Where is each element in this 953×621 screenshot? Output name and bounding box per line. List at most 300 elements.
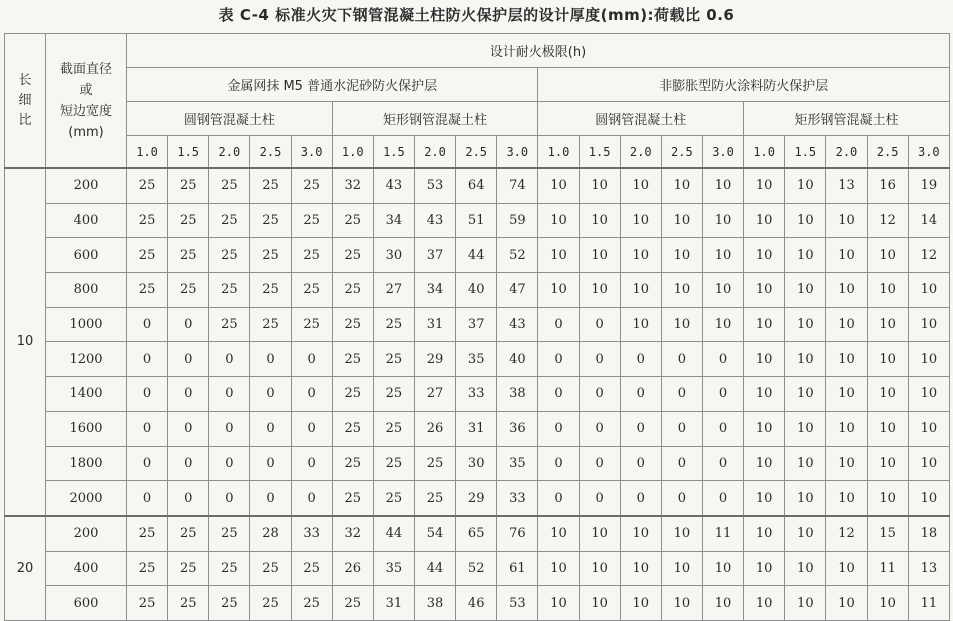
- thickness-cell: 10: [661, 516, 702, 551]
- thickness-cell: 10: [785, 168, 826, 203]
- thickness-cell: 10: [620, 168, 661, 203]
- duration-header-cell: 1.5: [579, 136, 620, 169]
- thickness-cell: 46: [456, 586, 497, 621]
- size-cell: 1400: [46, 377, 127, 412]
- thickness-cell: 10: [744, 342, 785, 377]
- thickness-cell: 10: [908, 307, 949, 342]
- thickness-cell: 10: [826, 481, 867, 516]
- thickness-cell: 10: [744, 411, 785, 446]
- thickness-cell: 25: [250, 307, 291, 342]
- thickness-cell: 10: [661, 307, 702, 342]
- thickness-cell: 25: [291, 168, 332, 203]
- thickness-cell: 10: [826, 411, 867, 446]
- size-header-line: 短边宽度: [59, 103, 112, 119]
- slenderness-cell: 20: [5, 516, 46, 621]
- thickness-cell: 10: [702, 273, 743, 308]
- thickness-cell: 25: [209, 203, 250, 238]
- duration-header-cell: 2.5: [661, 136, 702, 169]
- thickness-cell: 25: [291, 238, 332, 273]
- table-row: [5, 307, 950, 342]
- thickness-cell: 25: [332, 273, 373, 308]
- size-cell: 200: [46, 168, 127, 203]
- thickness-cell: 10: [785, 481, 826, 516]
- duration-header-cell: 3.0: [908, 136, 949, 169]
- thickness-cell: 10: [702, 203, 743, 238]
- thickness-cell: 10: [826, 203, 867, 238]
- thickness-cell: 0: [168, 411, 209, 446]
- thickness-cell: 74: [497, 168, 538, 203]
- thickness-cell: 10: [785, 377, 826, 412]
- thickness-cell: 26: [414, 411, 455, 446]
- thickness-cell: 10: [826, 551, 867, 586]
- duration-header-cell: 1.0: [538, 136, 579, 169]
- thickness-cell: 0: [291, 411, 332, 446]
- thickness-cell: 0: [291, 446, 332, 481]
- thickness-cell: 0: [250, 481, 291, 516]
- duration-header-cell: 1.0: [744, 136, 785, 169]
- thickness-cell: 10: [867, 307, 908, 342]
- thickness-cell: 25: [332, 203, 373, 238]
- thickness-cell: 10: [867, 481, 908, 516]
- thickness-cell: 10: [744, 516, 785, 551]
- thickness-cell: 10: [538, 551, 579, 586]
- size-cell: 400: [46, 551, 127, 586]
- thickness-cell: 27: [414, 377, 455, 412]
- thickness-cell: 35: [456, 342, 497, 377]
- table-row: [5, 238, 950, 273]
- thickness-cell: 10: [867, 377, 908, 412]
- thickness-cell: 25: [250, 168, 291, 203]
- thickness-cell: 10: [826, 273, 867, 308]
- thickness-cell: 10: [538, 203, 579, 238]
- thickness-cell: 53: [497, 586, 538, 621]
- thickness-cell: 0: [250, 342, 291, 377]
- duration-header-cell: 3.0: [291, 136, 332, 169]
- thickness-cell: 25: [291, 551, 332, 586]
- thickness-cell: 31: [456, 411, 497, 446]
- size-cell: 1200: [46, 342, 127, 377]
- thickness-cell: 25: [127, 273, 168, 308]
- table-row: [5, 481, 950, 516]
- thickness-cell: 25: [168, 203, 209, 238]
- thickness-cell: 34: [373, 203, 414, 238]
- thickness-cell: 10: [744, 203, 785, 238]
- thickness-cell: 76: [497, 516, 538, 551]
- thickness-cell: 0: [127, 481, 168, 516]
- thickness-cell: 0: [579, 446, 620, 481]
- thickness-cell: 10: [620, 273, 661, 308]
- thickness-cell: 0: [579, 342, 620, 377]
- thickness-cell: 44: [456, 238, 497, 273]
- slenderness-header-char: 长: [18, 72, 32, 88]
- thickness-cell: 33: [291, 516, 332, 551]
- thickness-cell: 10: [785, 273, 826, 308]
- thickness-cell: 10: [867, 446, 908, 481]
- thickness-cell: 0: [209, 446, 250, 481]
- thickness-cell: 0: [127, 377, 168, 412]
- thickness-cell: 16: [867, 168, 908, 203]
- thickness-cell: 10: [620, 551, 661, 586]
- thickness-cell: 43: [414, 203, 455, 238]
- thickness-cell: 0: [620, 411, 661, 446]
- duration-header-cell: 2.5: [456, 136, 497, 169]
- thickness-cell: 25: [127, 238, 168, 273]
- protection-type-header: 金属网抹 M5 普通水泥砂防火保护层: [127, 68, 538, 102]
- thickness-cell: 0: [538, 377, 579, 412]
- thickness-cell: 31: [373, 586, 414, 621]
- thickness-cell: 10: [620, 307, 661, 342]
- thickness-cell: 25: [168, 238, 209, 273]
- thickness-cell: 43: [497, 307, 538, 342]
- thickness-cell: 25: [168, 586, 209, 621]
- thickness-cell: 0: [702, 446, 743, 481]
- thickness-cell: 0: [661, 411, 702, 446]
- thickness-cell: 25: [250, 273, 291, 308]
- size-header-line: 或: [79, 82, 93, 98]
- thickness-cell: 10: [661, 238, 702, 273]
- thickness-cell: 0: [538, 446, 579, 481]
- thickness-cell: 10: [826, 238, 867, 273]
- thickness-cell: 10: [826, 586, 867, 621]
- thickness-cell: 10: [702, 168, 743, 203]
- thickness-cell: 10: [867, 273, 908, 308]
- fire-rating-header: 设计耐火极限(h): [127, 34, 950, 68]
- thickness-cell: 12: [826, 516, 867, 551]
- thickness-cell: 0: [250, 377, 291, 412]
- thickness-cell: 0: [579, 481, 620, 516]
- thickness-cell: 54: [414, 516, 455, 551]
- thickness-cell: 25: [332, 307, 373, 342]
- column-type-header: 矩形钢管混凝土柱: [744, 102, 950, 136]
- thickness-cell: 10: [620, 203, 661, 238]
- thickness-cell: 29: [414, 342, 455, 377]
- size-cell: 800: [46, 273, 127, 308]
- duration-header-cell: 3.0: [702, 136, 743, 169]
- thickness-cell: 0: [620, 446, 661, 481]
- thickness-cell: 10: [579, 516, 620, 551]
- thickness-cell: 25: [373, 446, 414, 481]
- size-cell: 400: [46, 203, 127, 238]
- thickness-cell: 0: [620, 377, 661, 412]
- size-header-line: 截面直径: [59, 61, 112, 77]
- thickness-cell: 10: [579, 551, 620, 586]
- thickness-cell: 10: [785, 586, 826, 621]
- thickness-cell: 30: [373, 238, 414, 273]
- thickness-cell: 0: [291, 342, 332, 377]
- size-header-line: (mm): [68, 124, 104, 140]
- thickness-cell: 10: [785, 342, 826, 377]
- thickness-cell: 10: [538, 238, 579, 273]
- thickness-cell: 0: [168, 377, 209, 412]
- thickness-cell: 36: [497, 411, 538, 446]
- size-cell: 1600: [46, 411, 127, 446]
- thickness-cell: 25: [332, 342, 373, 377]
- protection-type-header: 非膨胀型防火涂料防火保护层: [538, 68, 950, 102]
- table-header: [5, 34, 950, 169]
- thickness-cell: 25: [332, 238, 373, 273]
- table-row: [5, 446, 950, 481]
- thickness-cell: 0: [291, 377, 332, 412]
- thickness-cell: 10: [785, 307, 826, 342]
- thickness-cell: 0: [538, 481, 579, 516]
- thickness-cell: 10: [661, 203, 702, 238]
- thickness-cell: 10: [579, 238, 620, 273]
- thickness-cell: 10: [785, 203, 826, 238]
- thickness-cell: 10: [579, 273, 620, 308]
- thickness-cell: 10: [908, 377, 949, 412]
- thickness-cell: 25: [209, 168, 250, 203]
- thickness-cell: 10: [661, 586, 702, 621]
- table-row: [5, 516, 950, 551]
- thickness-cell: 0: [209, 342, 250, 377]
- thickness-cell: 10: [785, 551, 826, 586]
- thickness-cell: 18: [908, 516, 949, 551]
- thickness-cell: 0: [620, 342, 661, 377]
- duration-header-cell: 2.5: [867, 136, 908, 169]
- thickness-cell: 11: [908, 586, 949, 621]
- slenderness-header-char: 细: [18, 92, 32, 108]
- size-cell: 600: [46, 586, 127, 621]
- slenderness-header-char: 比: [18, 112, 32, 128]
- duration-header-cell: 1.0: [332, 136, 373, 169]
- thickness-cell: 34: [414, 273, 455, 308]
- thickness-cell: 10: [620, 516, 661, 551]
- thickness-cell: 10: [908, 481, 949, 516]
- thickness-cell: 38: [414, 586, 455, 621]
- table-body: [5, 168, 950, 620]
- thickness-cell: 43: [373, 168, 414, 203]
- thickness-cell: 25: [332, 377, 373, 412]
- thickness-cell: 0: [209, 377, 250, 412]
- thickness-cell: 0: [702, 377, 743, 412]
- thickness-cell: 25: [209, 516, 250, 551]
- thickness-cell: 29: [456, 481, 497, 516]
- thickness-cell: 10: [826, 377, 867, 412]
- thickness-cell: 19: [908, 168, 949, 203]
- thickness-cell: 10: [702, 551, 743, 586]
- duration-header-cell: 2.0: [826, 136, 867, 169]
- thickness-cell: 10: [661, 168, 702, 203]
- thickness-cell: 10: [826, 307, 867, 342]
- duration-header-cell: 2.0: [414, 136, 455, 169]
- thickness-cell: 10: [867, 411, 908, 446]
- thickness-cell: 0: [702, 342, 743, 377]
- thickness-cell: 25: [127, 551, 168, 586]
- thickness-cell: 35: [497, 446, 538, 481]
- thickness-cell: 33: [497, 481, 538, 516]
- thickness-cell: 25: [209, 551, 250, 586]
- thickness-cell: 10: [744, 307, 785, 342]
- thickness-cell: 25: [168, 516, 209, 551]
- thickness-cell: 25: [127, 203, 168, 238]
- thickness-cell: 0: [661, 446, 702, 481]
- thickness-cell: 10: [579, 168, 620, 203]
- thickness-cell: 10: [908, 342, 949, 377]
- column-type-header: 圆钢管混凝土柱: [127, 102, 333, 136]
- thickness-cell: 0: [661, 481, 702, 516]
- thickness-cell: 61: [497, 551, 538, 586]
- thickness-cell: 26: [332, 551, 373, 586]
- thickness-cell: 11: [702, 516, 743, 551]
- thickness-cell: 44: [373, 516, 414, 551]
- thickness-cell: 13: [826, 168, 867, 203]
- thickness-cell: 0: [127, 446, 168, 481]
- thickness-cell: 25: [373, 481, 414, 516]
- thickness-cell: 10: [702, 586, 743, 621]
- slenderness-header: [5, 34, 46, 169]
- thickness-cell: 30: [456, 446, 497, 481]
- thickness-cell: 51: [456, 203, 497, 238]
- duration-header-cell: 1.5: [785, 136, 826, 169]
- thickness-cell: 10: [744, 377, 785, 412]
- thickness-cell: 10: [702, 307, 743, 342]
- thickness-cell: 38: [497, 377, 538, 412]
- size-cell: 1800: [46, 446, 127, 481]
- thickness-cell: 25: [332, 446, 373, 481]
- thickness-cell: 0: [168, 481, 209, 516]
- thickness-cell: 10: [538, 586, 579, 621]
- thickness-cell: 25: [332, 481, 373, 516]
- thickness-cell: 25: [291, 586, 332, 621]
- thickness-cell: 10: [867, 586, 908, 621]
- thickness-cell: 25: [414, 446, 455, 481]
- thickness-cell: 47: [497, 273, 538, 308]
- thickness-cell: 28: [250, 516, 291, 551]
- duration-header-row: [5, 136, 950, 169]
- thickness-cell: 25: [332, 586, 373, 621]
- thickness-cell: 25: [168, 273, 209, 308]
- thickness-cell: 10: [785, 516, 826, 551]
- thickness-cell: 25: [209, 273, 250, 308]
- thickness-cell: 25: [250, 586, 291, 621]
- thickness-cell: 10: [744, 238, 785, 273]
- thickness-cell: 25: [250, 238, 291, 273]
- thickness-cell: 0: [168, 446, 209, 481]
- thickness-cell: 10: [661, 273, 702, 308]
- thickness-cell: 25: [332, 411, 373, 446]
- size-cell: 2000: [46, 481, 127, 516]
- thickness-cell: 25: [373, 342, 414, 377]
- thickness-cell: 0: [702, 481, 743, 516]
- table-row: [5, 342, 950, 377]
- thickness-cell: 0: [538, 342, 579, 377]
- thickness-cell: 25: [291, 203, 332, 238]
- size-cell: 600: [46, 238, 127, 273]
- thickness-cell: 10: [785, 238, 826, 273]
- thickness-cell: 0: [127, 307, 168, 342]
- duration-header-cell: 2.5: [250, 136, 291, 169]
- thickness-cell: 40: [497, 342, 538, 377]
- thickness-cell: 25: [209, 586, 250, 621]
- thickness-cell: 59: [497, 203, 538, 238]
- thickness-cell: 32: [332, 516, 373, 551]
- thickness-cell: 10: [826, 446, 867, 481]
- thickness-cell: 10: [538, 168, 579, 203]
- thickness-cell: 0: [127, 342, 168, 377]
- thickness-cell: 44: [414, 551, 455, 586]
- fire-protection-table: [4, 33, 950, 621]
- thickness-cell: 14: [908, 203, 949, 238]
- thickness-cell: 25: [127, 516, 168, 551]
- thickness-cell: 0: [538, 307, 579, 342]
- thickness-cell: 10: [538, 273, 579, 308]
- thickness-cell: 0: [538, 411, 579, 446]
- thickness-cell: 25: [209, 307, 250, 342]
- thickness-cell: 0: [127, 411, 168, 446]
- thickness-cell: 10: [744, 551, 785, 586]
- thickness-cell: 25: [414, 481, 455, 516]
- thickness-cell: 0: [250, 446, 291, 481]
- thickness-cell: 10: [867, 238, 908, 273]
- thickness-cell: 0: [579, 307, 620, 342]
- thickness-cell: 10: [826, 342, 867, 377]
- table-row: [5, 586, 950, 621]
- thickness-cell: 10: [908, 411, 949, 446]
- thickness-cell: 40: [456, 273, 497, 308]
- thickness-cell: 10: [744, 273, 785, 308]
- thickness-cell: 25: [291, 307, 332, 342]
- thickness-cell: 25: [127, 586, 168, 621]
- duration-header-cell: 1.0: [127, 136, 168, 169]
- size-header: [46, 34, 127, 169]
- thickness-cell: 37: [456, 307, 497, 342]
- thickness-cell: 0: [579, 411, 620, 446]
- thickness-cell: 10: [908, 273, 949, 308]
- size-cell: 1000: [46, 307, 127, 342]
- thickness-cell: 25: [250, 551, 291, 586]
- thickness-cell: 25: [373, 307, 414, 342]
- thickness-cell: 0: [579, 377, 620, 412]
- thickness-cell: 0: [250, 411, 291, 446]
- thickness-cell: 10: [744, 446, 785, 481]
- thickness-cell: 12: [908, 238, 949, 273]
- thickness-cell: 0: [168, 307, 209, 342]
- duration-header-cell: 1.5: [168, 136, 209, 169]
- thickness-cell: 10: [744, 481, 785, 516]
- thickness-cell: 33: [456, 377, 497, 412]
- thickness-cell: 25: [127, 168, 168, 203]
- thickness-cell: 0: [661, 342, 702, 377]
- thickness-cell: 10: [785, 411, 826, 446]
- thickness-cell: 35: [373, 551, 414, 586]
- thickness-cell: 10: [785, 446, 826, 481]
- thickness-cell: 25: [291, 273, 332, 308]
- thickness-cell: 0: [661, 377, 702, 412]
- thickness-cell: 15: [867, 516, 908, 551]
- thickness-cell: 10: [579, 586, 620, 621]
- table-title: 表 C-4 标准火灾下钢管混凝土柱防火保护层的设计厚度(mm):荷载比 0.6: [218, 6, 735, 24]
- duration-header-cell: 1.5: [373, 136, 414, 169]
- thickness-cell: 37: [414, 238, 455, 273]
- table-row: [5, 551, 950, 586]
- thickness-cell: 25: [168, 551, 209, 586]
- thickness-cell: 25: [209, 238, 250, 273]
- thickness-cell: 0: [209, 411, 250, 446]
- thickness-cell: 65: [456, 516, 497, 551]
- slenderness-cell: 10: [5, 168, 46, 516]
- thickness-cell: 12: [867, 203, 908, 238]
- thickness-cell: 0: [209, 481, 250, 516]
- table-row: [5, 411, 950, 446]
- thickness-cell: 10: [538, 516, 579, 551]
- thickness-cell: 10: [661, 551, 702, 586]
- thickness-cell: 0: [620, 481, 661, 516]
- thickness-cell: 0: [168, 342, 209, 377]
- thickness-cell: 11: [867, 551, 908, 586]
- thickness-cell: 10: [744, 168, 785, 203]
- column-type-header: 圆钢管混凝土柱: [538, 102, 744, 136]
- thickness-cell: 53: [414, 168, 455, 203]
